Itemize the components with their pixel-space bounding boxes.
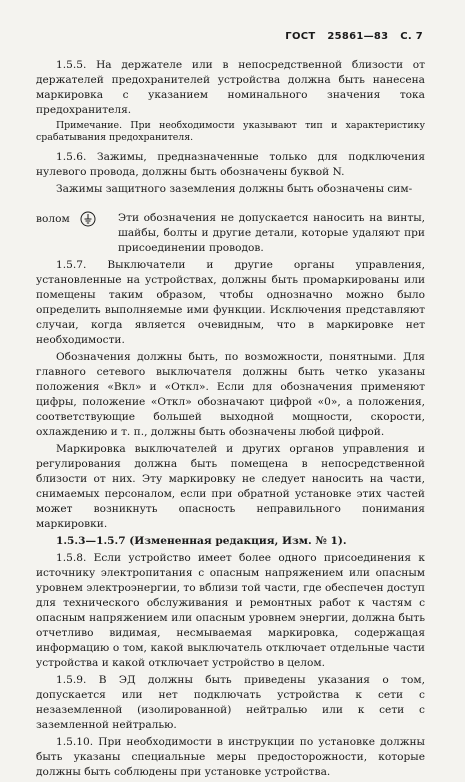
- paragraph-1-5-5: 1.5.5. На держателе или в непосредственной близости от держателей предохранителей устройства должна быть нанесена маркировка с указанием номинального значения тока предохранителя.: [36, 59, 425, 116]
- paragraph-1-5-7: 1.5.7. Выключатели и другие органы управления, установленные на устройствах, должны быть промаркированы или помещены таким образом, чтобы однозначно можно было определить выполняемые ими функции. Исключения представляют случаи, когда является очевидным, что в маркировке нет необходимости.: [36, 259, 425, 346]
- ground-symbol-word: волом: [36, 212, 70, 225]
- protective-earth-icon: [80, 211, 96, 227]
- page-header: [277, 31, 423, 42]
- paragraph-1-5-10: 1.5.10. При необходимости в инструкции по установке должны быть указаны специальные меры предосторожности, которые должны быть соблюдены при установке устройства.: [36, 736, 425, 778]
- paragraph-1-5-6: 1.5.6. Зажимы, предназначенные только для подключения нулевого провода, должны быть обозначены буквой N.: [36, 151, 425, 178]
- page-number: С. 7: [400, 31, 423, 42]
- amendment-note: 1.5.3—1.5.7 (Измененная редакция, Изм. № 1).: [56, 535, 347, 547]
- paragraph-marking: Маркировка выключателей и других органов управления и регулирования должна быть помещена в непосредственной близости от них. Эту маркировку не следует наносить на части, снимаемых персоналом, если при обратной установке этих частей может возникнуть опасность неправильного понимания маркировки.: [36, 443, 425, 530]
- paragraph-ground-intro: Зажимы защитного заземления должны быть обозначены сим-: [56, 183, 413, 195]
- note: Примечание. При необходимости указывают тип и характеристику срабатывания предохранителя.: [36, 120, 425, 143]
- paragraph-ground-rest: Эти обозначения не допускается наносить на винты, шайбы, болты и другие детали, которые удаляют при присоединении проводов.: [118, 212, 425, 254]
- standard-number: 25861—83: [327, 31, 389, 42]
- standard-label: ГОСТ: [285, 31, 316, 42]
- paragraph-1-5-8: 1.5.8. Если устройство имеет более одного присоединения к источнику электропитания с опасным напряжением или опасным уровнем электроэнергии, то вблизи той части, где обеспечен доступ для технического обслуживания и ремонтных работ к частям с опасным напряжением или опасным уровнем энергии, должна быть отчетливо видимая, несмываемая маркировка, содержащая информацию о том, какой выключатель отключает отдельные части устройства и какой отключает устройство в целом.: [36, 552, 425, 669]
- document-body: [36, 58, 425, 782]
- paragraph-designations: Обозначения должны быть, по возможности, понятными. Для главного сетевого выключателя должны быть четко указаны положения «Вкл» и «Откл». Если для обозначения применяют цифры, положение «Откл» обозначают цифрой «0», а положения, соответствующие большей выходной мощности, скорости, охлаждению и т. п., должны быть обозначены любой цифрой.: [36, 351, 425, 438]
- paragraph-1-5-9: 1.5.9. В ЭД должны быть приведены указания о том, допускается или нет подключать устройства к сети с незаземленной (изолированной) нейтралью или к сети с заземленной нейтралью.: [36, 674, 425, 731]
